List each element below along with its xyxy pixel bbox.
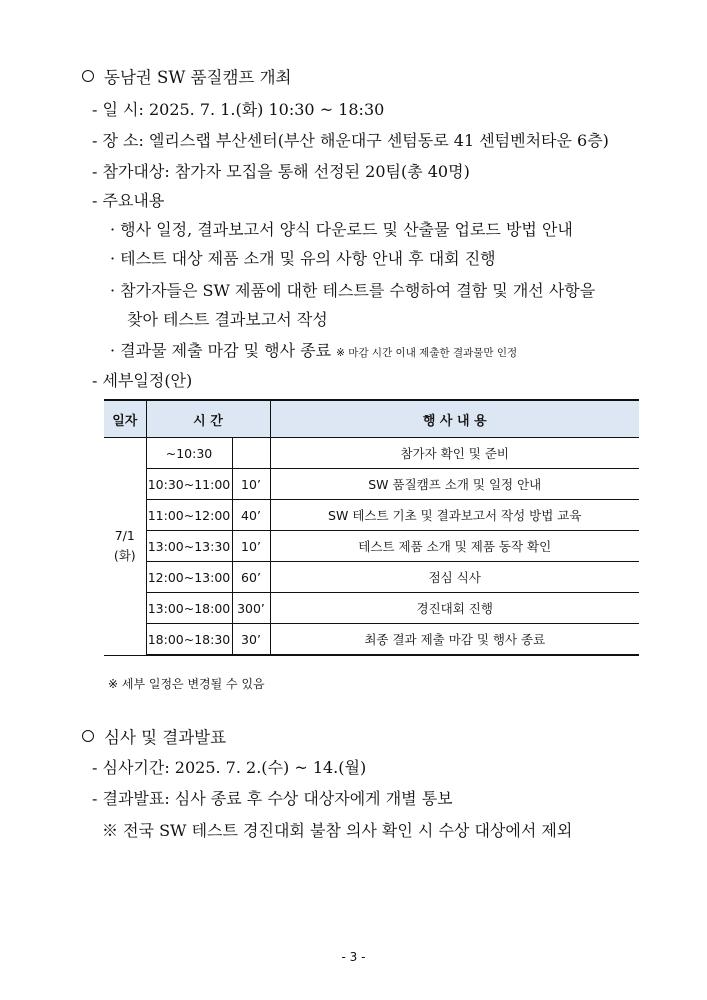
duration-cell [232,438,270,469]
time-cell: 12:00~13:00 [146,562,232,593]
time-cell: 11:00~12:00 [146,500,232,531]
table-row [104,469,639,500]
event-target: - 참가대상: 참가자 모집을 통해 선정된 20팀(총 40명) [92,162,470,181]
date-day: 7/1 [114,528,135,544]
content-cell: 경진대회 진행 [270,593,639,624]
header-content: 행 사 내 용 [270,400,639,438]
content-cell: 최종 결과 제출 마감 및 행사 종료 [270,624,639,656]
date-weekday: (화) [113,548,136,564]
table-row [104,624,639,656]
content-cell: 테스트 제품 소개 및 제품 동작 확인 [270,531,639,562]
section1-title: 동남권 SW 품질캠프 개최 [104,68,292,87]
date-cell [104,438,146,656]
table-header-row [104,400,639,438]
content-bullet-text: · 결과물 제출 마감 및 행사 종료 [110,341,332,360]
duration-cell: 30’ [232,624,270,656]
content-cell: SW 테스트 기초 및 결과보고서 작성 방법 교육 [270,500,639,531]
content-bullet [110,338,517,361]
header-date: 일자 [104,400,146,438]
duration-cell: 40’ [232,500,270,531]
schedule-heading: - 세부일정(안) [92,371,193,390]
header-time: 시 간 [146,400,270,438]
table-row [104,500,639,531]
content-cell: 참가자 확인 및 준비 [270,438,639,469]
schedule-note: ※ 세부 일정은 변경될 수 있음 [108,677,265,691]
circle-bullet-icon [82,730,94,742]
exclusion-note: ※ 전국 SW 테스트 경진대회 불참 의사 확인 시 수상 대상에서 제외 [102,821,573,840]
section2-heading [82,724,226,748]
duration-cell: 10’ [232,531,270,562]
deadline-note: ※ 마감 시간 이내 제출한 결과물만 인정 [336,347,518,359]
duration-cell: 300’ [232,593,270,624]
review-period: - 심사기간: 2025. 7. 2.(수) ~ 14.(월) [92,758,367,777]
section1-heading [82,64,291,88]
event-place: - 장 소: 엘리스랩 부산센터(부산 해운대구 센텀동로 41 센텀벤처타운 6층) [92,131,609,150]
duration-cell: 10’ [232,469,270,500]
content-cell: SW 품질캠프 소개 및 일정 안내 [270,469,639,500]
content-bullet: · 행사 일정, 결과보고서 양식 다운로드 및 산출물 업로드 방법 안내 [110,220,573,239]
schedule-table [104,399,639,656]
event-date: - 일 시: 2025. 7. 1.(화) 10:30 ~ 18:30 [92,100,385,119]
duration-cell: 60’ [232,562,270,593]
content-bullet-continued: 찾아 테스트 결과보고서 작성 [127,310,328,329]
time-cell: 13:00~18:00 [146,593,232,624]
result-announcement: - 결과발표: 심사 종료 후 수상 대상자에게 개별 통보 [92,789,453,808]
content-bullet: · 테스트 대상 제품 소개 및 유의 사항 안내 후 대회 진행 [110,249,496,268]
section2-title: 심사 및 결과발표 [104,728,227,747]
content-cell: 점심 식사 [270,562,639,593]
table-row [104,438,639,469]
content-bullet: · 참가자들은 SW 제품에 대한 테스트를 수행하여 결함 및 개선 사항을 [110,281,596,300]
table-row [104,531,639,562]
time-cell: 18:00~18:30 [146,624,232,656]
time-cell: ~10:30 [146,438,232,469]
table-row [104,593,639,624]
time-cell: 10:30~11:00 [146,469,232,500]
time-cell: 13:00~13:30 [146,531,232,562]
page-number: - 3 - [341,950,366,964]
table-row [104,562,639,593]
main-content-heading: - 주요내용 [92,191,165,210]
circle-bullet-icon [82,70,94,82]
